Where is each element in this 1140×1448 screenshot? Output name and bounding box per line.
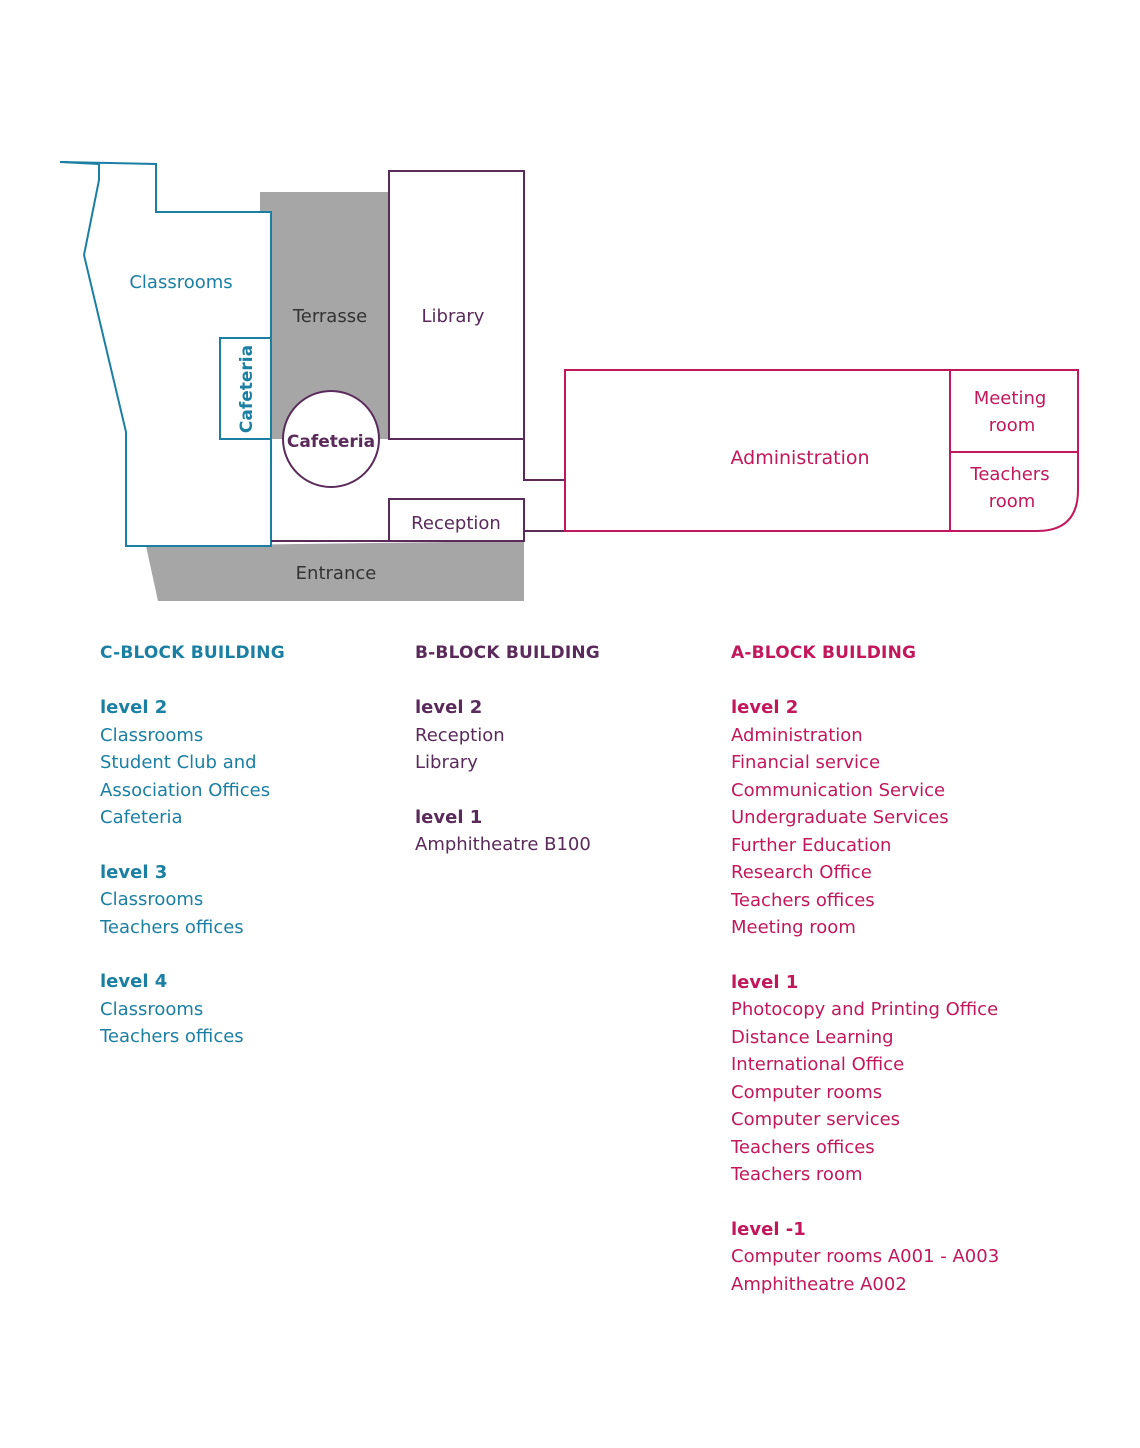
reception-label: Reception — [411, 513, 501, 534]
b-block-title: B-BLOCK BUILDING — [415, 643, 600, 663]
list-item: Classrooms — [100, 724, 204, 746]
list-item: Meeting room — [731, 917, 856, 938]
level-name: level 1 — [731, 971, 799, 993]
b-block-column — [415, 640, 715, 886]
c-level-3 — [100, 859, 400, 942]
list-item: International Office — [731, 1054, 905, 1075]
administration-label: Administration — [730, 447, 870, 469]
connector-line — [524, 439, 564, 480]
terrasse-label: Terrasse — [292, 306, 368, 327]
entrance-label: Entrance — [295, 563, 377, 584]
c-classrooms-label: Classrooms — [129, 272, 233, 293]
b-level-1 — [415, 804, 715, 859]
a-block-column — [731, 640, 1031, 1325]
list-item: Distance Learning — [731, 1026, 894, 1048]
cafeteria-round-label: Cafeteria — [286, 432, 376, 452]
meeting-room-label-line1: Meeting — [973, 388, 1047, 409]
meeting-room-label-line2: room — [988, 415, 1036, 436]
a-level-1 — [731, 969, 1031, 1189]
c-level-4 — [100, 968, 400, 1051]
level-name: level 3 — [100, 861, 168, 883]
teachers-room-label-line1: Teachers — [970, 464, 1050, 485]
list-item: Computer rooms — [731, 1081, 883, 1103]
list-item: Teachers offices — [100, 916, 244, 938]
campus-map — [0, 0, 1140, 620]
list-item: Administration — [731, 724, 863, 746]
list-item: Research Office — [731, 862, 872, 883]
list-item: Photocopy and Printing Office — [731, 999, 999, 1020]
list-item: Teachers offices — [100, 1026, 244, 1047]
list-item: Further Education — [731, 834, 892, 856]
list-item: Teachers room — [731, 1164, 863, 1185]
level-name: level -1 — [731, 1218, 806, 1240]
list-item: Computer rooms A001 - A003 — [731, 1246, 1000, 1267]
list-item: Amphitheatre B100 — [415, 834, 591, 855]
a-level-minus-1 — [731, 1216, 1031, 1299]
teachers-room-label-line2: room — [988, 491, 1036, 512]
c-block-title: C-BLOCK BUILDING — [100, 643, 285, 663]
list-item: Reception — [415, 724, 505, 746]
list-item: Financial service — [731, 752, 881, 773]
b-level-2 — [415, 694, 715, 777]
c-block-column — [100, 640, 400, 1078]
list-item: Association Offices — [100, 779, 271, 801]
list-item: Computer services — [731, 1109, 901, 1130]
list-item: Classrooms — [100, 998, 204, 1020]
c-level-2 — [100, 694, 400, 832]
c-cafeteria-label: Cafeteria — [237, 344, 257, 434]
level-name: level 2 — [731, 697, 799, 718]
list-item: Cafeteria — [100, 807, 183, 828]
list-item: Communication Service — [731, 779, 946, 801]
list-item: Library — [415, 752, 478, 773]
list-item: Teachers offices — [731, 1136, 875, 1158]
level-name: level 1 — [415, 806, 483, 828]
list-item: Amphitheatre A002 — [731, 1273, 907, 1295]
a-block-title: A-BLOCK BUILDING — [731, 643, 917, 663]
list-item: Undergraduate Services — [731, 807, 949, 828]
level-name: level 2 — [415, 697, 483, 718]
list-item: Classrooms — [100, 889, 204, 910]
level-name: level 2 — [100, 697, 168, 718]
a-level-2 — [731, 694, 1031, 942]
list-item: Student Club and — [100, 752, 257, 773]
level-name: level 4 — [100, 971, 168, 992]
library-box — [389, 171, 524, 439]
list-item: Teachers offices — [731, 889, 875, 911]
library-label: Library — [421, 306, 485, 327]
